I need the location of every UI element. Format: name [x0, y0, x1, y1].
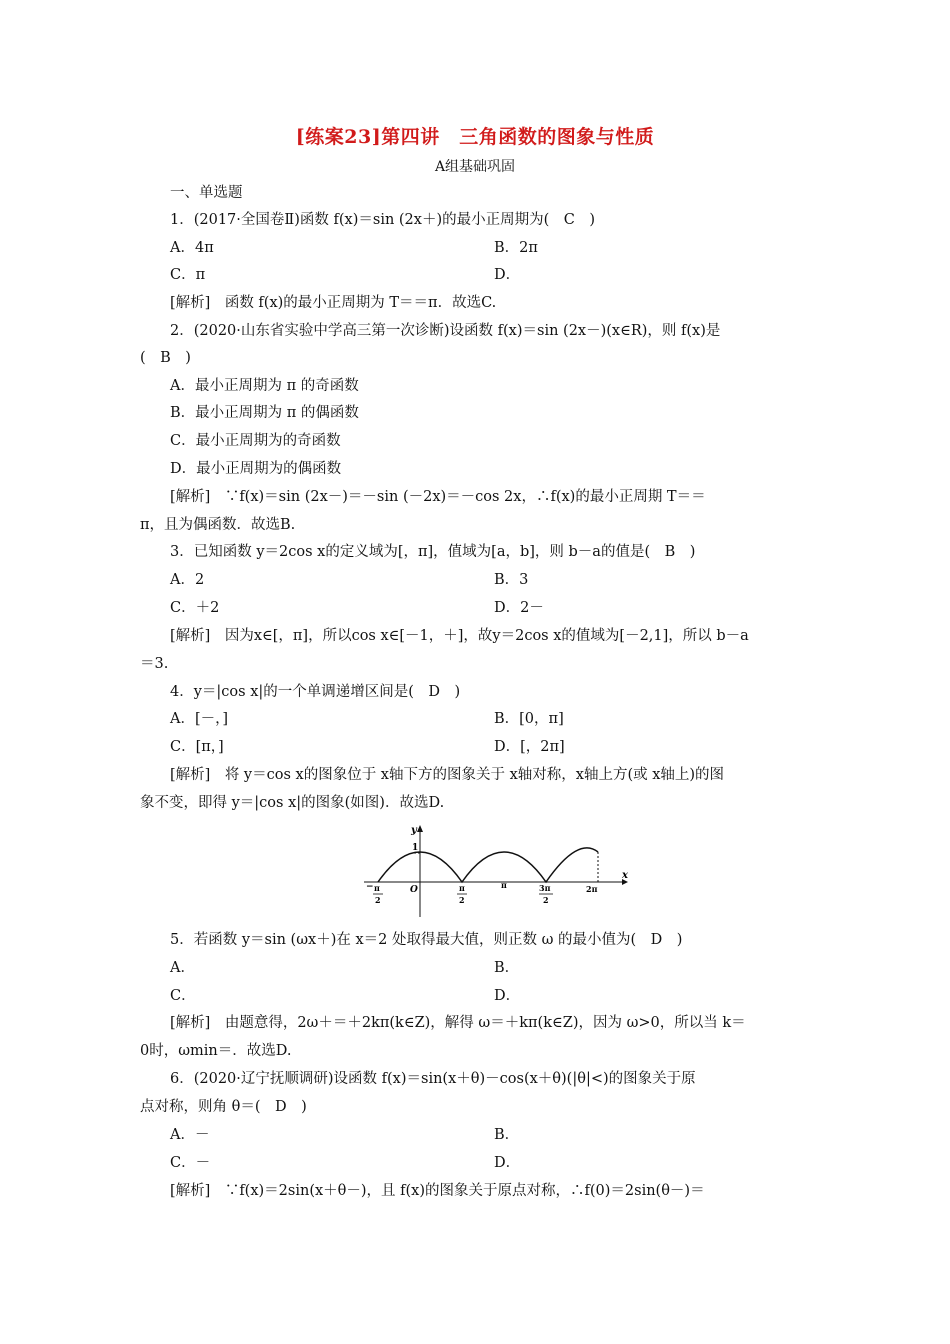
question-6-analysis: [解析] ∵f(x)＝2sin(x＋θ－)，且 f(x)的图象关于原点对称，∴f(0)＝2sin(θ－)＝ — [170, 1183, 705, 1199]
question-5-option-b: B． — [494, 960, 520, 976]
question-5-analysis: [解析] 由题意得，2ω＋＝＋2kπ(k∈Z)，解得 ω＝＋kπ(k∈Z)，因为 ω>0，所以当 k＝ — [170, 1015, 746, 1031]
tick-three-half-pi-den: 2 — [543, 895, 549, 905]
y-tick-one: 1 — [412, 843, 419, 853]
question-6-stem-cont: 点对称，则角 θ＝( D ) — [140, 1099, 307, 1115]
page-subtitle: A组基础巩固 — [434, 159, 516, 175]
tick-neg-half-pi-den: 2 — [375, 895, 381, 905]
question-1-option-c: C．π — [170, 267, 206, 283]
tick-half-pi-num: π — [459, 883, 465, 893]
question-3-analysis-cont: ＝3. — [140, 656, 169, 672]
question-1-option-b: B．2π — [494, 240, 538, 256]
question-2-analysis: [解析] ∵f(x)＝sin (2x－)＝－sin (－2x)＝－cos 2x，∴f(x)的最小正周期 T＝＝ — [170, 489, 706, 505]
tick-two-pi: 2π — [586, 884, 598, 894]
question-3-option-d: D．2－ — [494, 600, 544, 616]
question-1-option-d: D． — [494, 267, 521, 283]
question-2-option-c: C．最小正周期为的奇函数 — [170, 433, 341, 449]
question-4-option-d: D．[，2π] — [494, 739, 565, 755]
question-6-option-a: A．－ — [170, 1127, 210, 1143]
tick-three-half-pi-num: 3π — [539, 883, 551, 893]
question-5-option-c: C． — [170, 988, 196, 1004]
origin-label: O — [410, 885, 418, 895]
question-5-option-d: D． — [494, 988, 521, 1004]
question-6-option-c: C．－ — [170, 1155, 211, 1171]
question-2-option-a: A．最小正周期为 π 的奇函数 — [170, 378, 359, 394]
question-3-analysis: [解析] 因为x∈[，π]，所以cos x∈[－1，＋]，故y＝2cos x的值域为[－2,1]，所以 b－a — [170, 628, 749, 644]
tick-half-pi-den: 2 — [459, 895, 465, 905]
question-3-option-b: B．3 — [494, 572, 529, 588]
question-1-option-a: A．4π — [170, 240, 214, 256]
question-4-option-c: C．[π，] — [170, 739, 224, 755]
question-2-stem: 2．(2020·山东省实验中学高三第一次诊断)设函数 f(x)＝sin (2x－)(x∈R)，则 f(x)是 — [170, 323, 721, 339]
question-3-option-a: A．2 — [170, 572, 205, 588]
question-3-option-c: C．＋2 — [170, 600, 220, 616]
question-4-analysis-cont: 象不变，即得 y＝|cos x|的图象(如图)．故选D. — [140, 795, 445, 811]
question-4-analysis: [解析] 将 y＝cos x的图象位于 x轴下方的图象关于 x轴对称，x轴上方(或 x轴上)的图 — [170, 767, 725, 783]
question-4-option-b: B．[0，π] — [494, 711, 564, 727]
question-4-stem: 4．y＝|cos x|的一个单调递增区间是( D ) — [170, 684, 461, 700]
question-5-stem: 5．若函数 y＝sin (ωx＋)在 x＝2 处取得最大值，则正数 ω 的最小值为( D ) — [170, 932, 683, 948]
question-3-stem: 3．已知函数 y＝2cos x的定义域为[，π]，值域为[a，b]，则 b－a的值是( B ) — [170, 544, 696, 560]
y-axis-arrow — [417, 825, 423, 832]
question-4-option-a: A．[－，] — [170, 711, 229, 727]
question-2-option-b: B．最小正周期为 π 的偶函数 — [170, 405, 359, 421]
svg-text:−: − — [366, 882, 374, 892]
x-axis-label: x — [622, 870, 628, 881]
y-axis-label: y — [411, 825, 417, 836]
page-title: [练案23]第四讲 三角函数的图象与性质 — [295, 126, 655, 148]
question-5-analysis-cont: 0时，ωmin＝．故选D. — [140, 1043, 292, 1059]
abs-cos-graph — [360, 822, 630, 922]
question-5-option-a: A． — [170, 960, 195, 976]
question-6-stem: 6．(2020·辽宁抚顺调研)设函数 f(x)＝sin(x＋θ)－cos(x＋θ)(|θ|<)的图象关于原 — [170, 1071, 696, 1087]
section-heading: 一、单选题 — [170, 185, 243, 201]
question-1-analysis: [解析] 函数 f(x)的最小正周期为 T＝＝π．故选C. — [170, 295, 497, 311]
question-2-option-d: D．最小正周期为的偶函数 — [170, 461, 342, 477]
question-2-analysis-cont: π，且为偶函数．故选B. — [140, 517, 296, 533]
question-1-stem: 1．(2017·全国卷Ⅱ)函数 f(x)＝sin (2x＋)的最小正周期为( C ) — [170, 212, 596, 228]
question-6-option-b: B． — [494, 1127, 520, 1143]
tick-pi: π — [501, 880, 507, 890]
tick-neg-half-pi-num: π — [374, 883, 380, 893]
question-2-stem-cont: ( B ) — [140, 350, 191, 366]
question-6-option-d: D． — [494, 1155, 521, 1171]
curve — [378, 848, 598, 882]
